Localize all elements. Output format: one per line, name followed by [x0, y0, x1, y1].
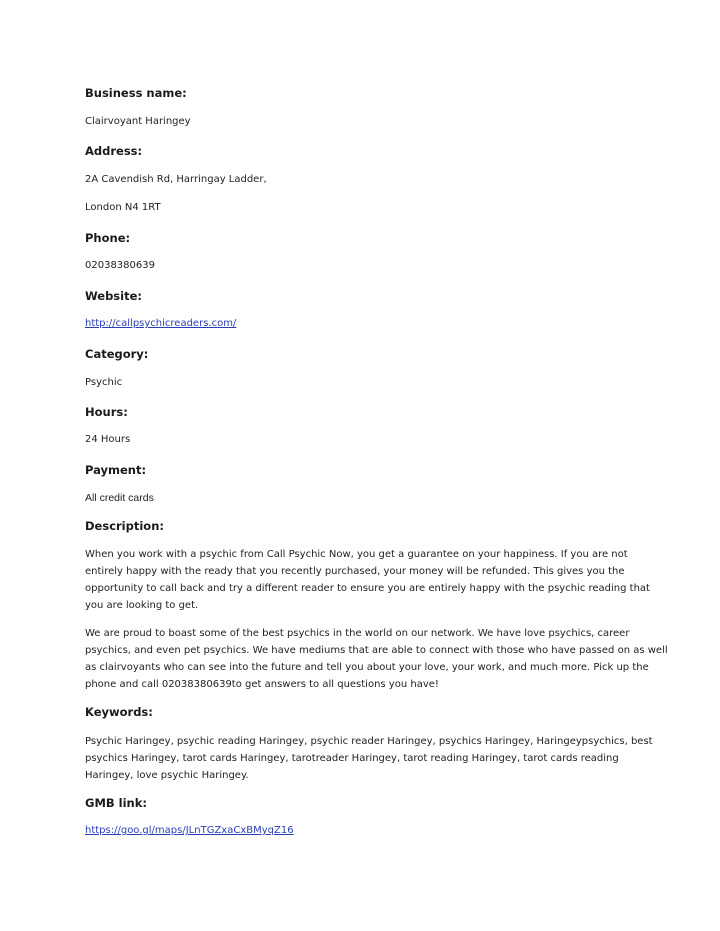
category-label: Category:	[85, 347, 149, 361]
keywords-label: Keywords:	[85, 705, 153, 719]
keywords-line-2: psychics Haringey, tarot cards Haringey, tarotreader Haringey, tarot reading Haringey, tarot cards reading	[85, 753, 619, 764]
description-paragraph-1	[85, 546, 650, 614]
hours-label: Hours:	[85, 405, 128, 419]
keywords-line-1: Psychic Haringey, psychic reading Haringey, psychic reader Haringey, psychics Haringey, Haringeypsychics, best	[85, 736, 653, 747]
payment-label: Payment:	[85, 463, 147, 477]
description-p1-line-1: When you work with a psychic from Call Psychic Now, you get a guarantee on your happiness. If you are not	[85, 549, 628, 560]
gmb-link-line	[85, 825, 294, 836]
address-line-2: London N4 1RT	[85, 202, 161, 213]
description-paragraph-2	[85, 625, 668, 693]
hours-value: 24 Hours	[85, 434, 131, 445]
description-label: Description:	[85, 519, 164, 533]
payment-value: All credit cards	[85, 492, 154, 504]
address-line-1: 2A Cavendish Rd, Harringay Ladder,	[85, 174, 267, 185]
gmb-link[interactable]: https://goo.gl/maps/JLnTGZxaCxBMyqZ16	[85, 825, 294, 836]
phone-value: 02038380639	[85, 260, 155, 271]
website-link[interactable]: http://callpsychicreaders.com/	[85, 318, 237, 329]
website-line	[85, 318, 236, 329]
keywords-paragraph	[85, 733, 653, 784]
business-name-label: Business name:	[85, 86, 187, 100]
website-label: Website:	[85, 289, 142, 303]
business-name-value: Clairvoyant Haringey	[85, 116, 191, 127]
description-p1-line-4: you are looking to get.	[85, 600, 199, 611]
category-value: Psychic	[85, 377, 123, 388]
description-p2-line-4: phone and call 02038380639to get answers to all questions you have!	[85, 679, 439, 690]
description-p2-line-3: as clairvoyants who can see into the future and tell you about your love, your work, and much more. Pick up the	[85, 662, 649, 673]
keywords-line-3: Haringey, love psychic Haringey.	[85, 770, 249, 781]
description-p1-line-3: opportunity to call back and try a different reader to ensure you are entirely happy with the psychic reading that	[85, 583, 650, 594]
description-p2-line-1: We are proud to boast some of the best psychics in the world on our network. We have love psychics, career	[85, 628, 630, 639]
phone-label: Phone:	[85, 231, 131, 245]
gmb-link-label: GMB link:	[85, 796, 147, 810]
description-p1-line-2: entirely happy with the ready that you recently purchased, your money will be refunded. This gives you the	[85, 566, 625, 577]
address-label: Address:	[85, 144, 143, 158]
description-p2-line-2: psychics, and even pet psychics. We have mediums that are able to connect with those who have passed on as well	[85, 645, 668, 656]
